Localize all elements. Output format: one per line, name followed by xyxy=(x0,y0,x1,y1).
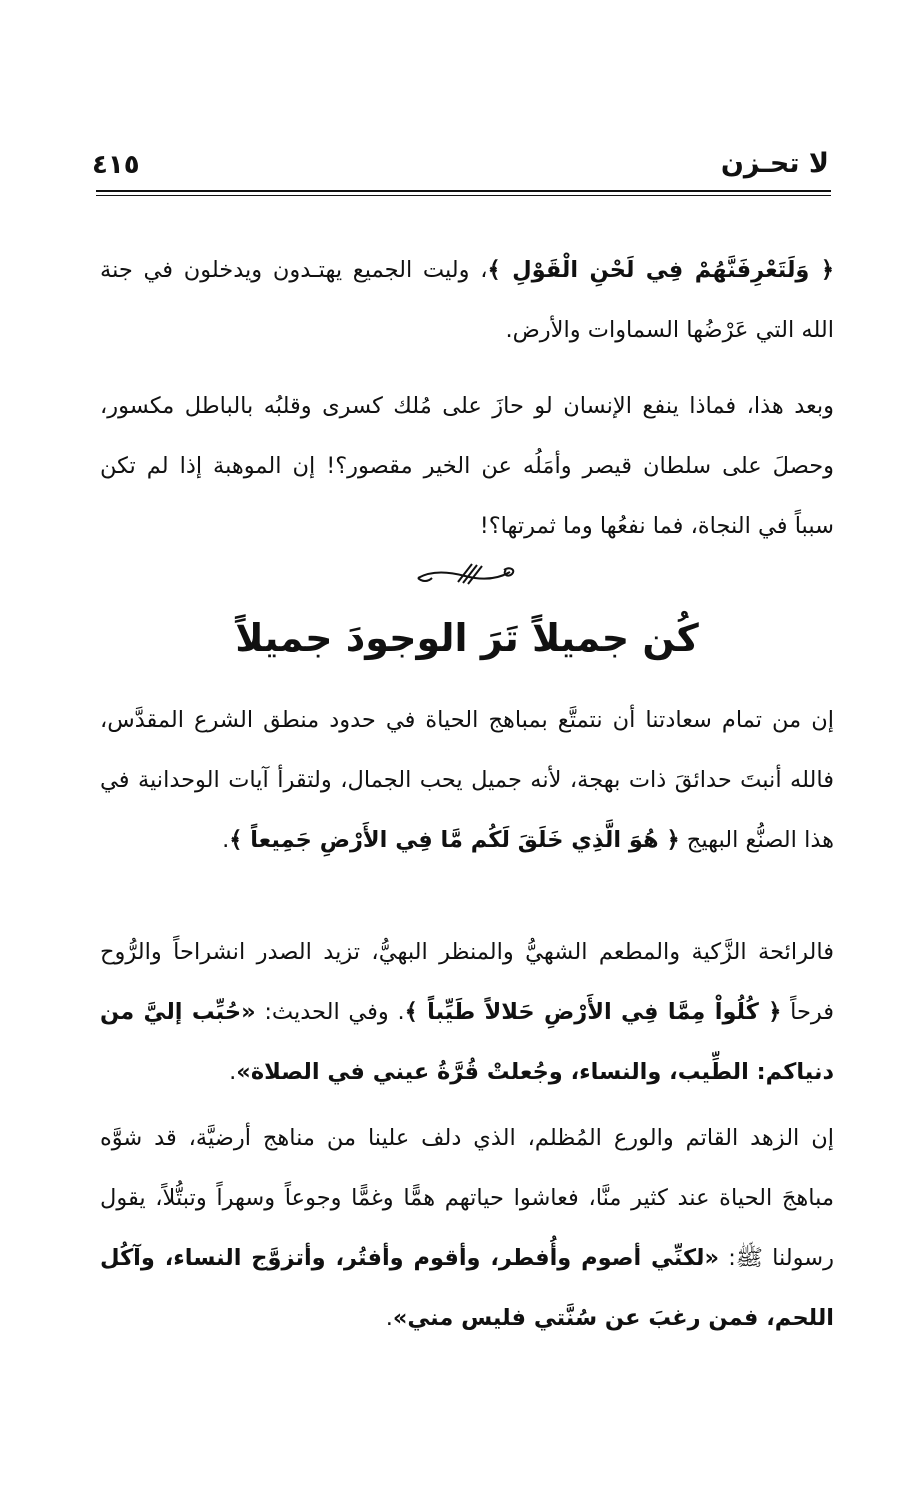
paragraph-text: فالرائحة الزَّكية والمطعم الشهيُّ والمنظر البهيُّ، تزيد الصدر انشراحاً والرُّوح فرحاً xyxy=(100,939,835,1025)
paragraph-text: ، وليت الجميع يهتـدون ويدخلون في جنة الله التي عَرْضُها السماوات والأرض. xyxy=(100,257,834,343)
quran-verse: ﴿ وَلَتَعْرِفَنَّهُمْ فِي لَحْنِ الْقَوْلِ ﴾ xyxy=(487,257,835,283)
paragraph-text: . وفي الحديث: xyxy=(264,999,405,1025)
paragraph-text: إن الزهد القاتم والورع المُظلم، الذي دلف علينا من مناهج أرضيَّة، قد شوَّه مباهجَ الحياة عند كثير منَّا، فعاشوا حياتهم همًّا وغمًّا وجوعاً وسهراً وتبتُّلاً، يقول رسولنا ﷺ: xyxy=(100,1125,834,1271)
paragraph-text: إن من تمام سعادتنا أن نتمتَّع بمباهج الحياة في حدود منطق الشرع المقدَّس، فالله أنبتَ حدائقَ ذات بهجة، لأنه جميل يحب الجمال، ولتقرأ آيات الوحدانية في هذا الصنُّع البهيج xyxy=(100,707,834,853)
header-rule-thin xyxy=(96,195,831,196)
paragraph-end: . xyxy=(229,1059,237,1085)
hadith-quote: «حُبِّب إليَّ من دنياكم: الطِّيب، والنساء، وجُعلتْ قُرَّةُ عيني في الصلاة» xyxy=(100,999,834,1085)
paragraph-zuhd xyxy=(100,1108,834,1348)
paragraph-scent xyxy=(100,922,834,1102)
page-number: ٤١٥ xyxy=(92,150,140,180)
quran-verse: ﴿ كُلُواْ مِمَّا فِي الأَرْضِ حَلالاً طَيِّباً ﴾ xyxy=(404,999,782,1025)
ornament-divider-icon xyxy=(410,556,520,592)
running-title: لا تحـزن xyxy=(720,148,829,179)
quran-verse: ﴿ هُوَ الَّذِي خَلَقَ لَكُم مَّا فِي الأَرْضِ جَمِيعاً ﴾ xyxy=(229,827,680,853)
header-rule xyxy=(96,190,831,192)
hadith-quote: «لكنِّي أصوم وأُفطر، وأقوم وأفتُر، وأتزوَّج النساء، وآكُل اللحم، فمن رغبَ عن سُنَّتي فليس مني» xyxy=(100,1245,834,1331)
section-heading: كُن جميلاً تَرَ الوجودَ جميلاً xyxy=(235,616,699,660)
paragraph-kisra xyxy=(100,376,834,556)
paragraph-text: وبعد هذا، فماذا ينفع الإنسان لو حازَ على مُلك كسرى وقلبُه بالباطل مكسور، وحصلَ على سلطان قيصر وأمَلُه عن الخير مقصور؟! إن الموهبة إذا لم تكن سبباً في النجاة، فما نفعُها وما ثمرتها؟! xyxy=(100,393,834,539)
intro-paragraph xyxy=(100,240,834,360)
paragraph-end: . xyxy=(222,827,230,853)
paragraph-beauty xyxy=(100,690,834,870)
paragraph-end: . xyxy=(385,1305,393,1331)
